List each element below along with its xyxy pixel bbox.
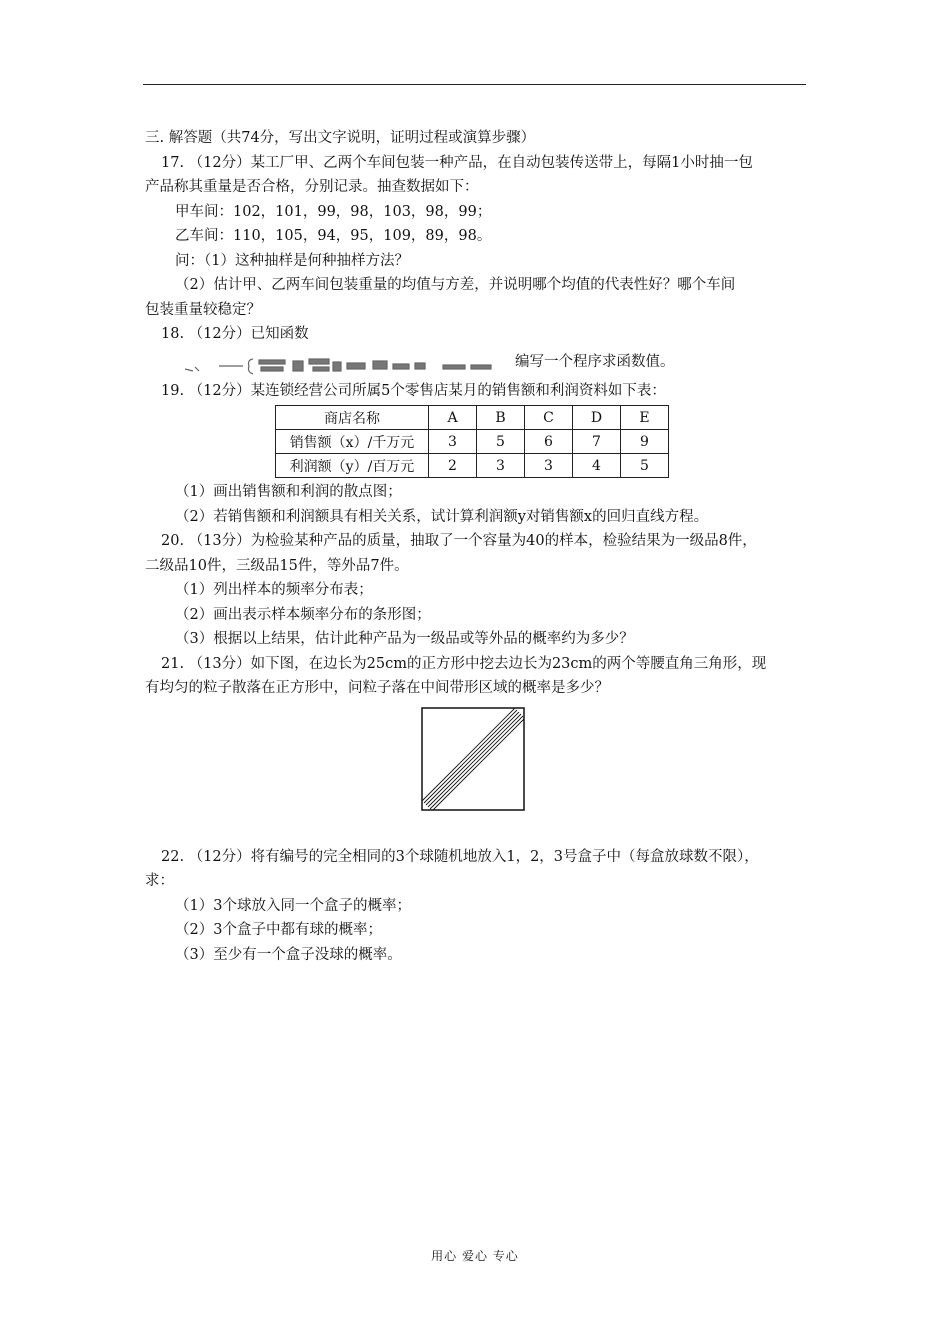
table-cell: 5 bbox=[477, 430, 525, 454]
q22-line-1: 22. （12分）将有编号的完全相同的3个球随机地放入1，2，3号盒子中（每盒放球数不限）， bbox=[161, 848, 759, 865]
table-cell: 3 bbox=[477, 454, 525, 478]
page-footer: 用心 爱心 专心 bbox=[431, 1249, 519, 1263]
q17-line-7: 包装重量较稳定？ bbox=[145, 301, 261, 318]
q17-line-1: 17. （12分）某工厂甲、乙两个车间包装一种产品，在自动包装传送带上，每隔1小时抽一包 bbox=[161, 154, 753, 171]
table-cell: 利润额（y）/百万元 bbox=[276, 454, 429, 478]
square-band-diagram bbox=[421, 707, 525, 811]
table-header-cell: 商店名称 bbox=[276, 406, 429, 430]
q18-line-2-tail: 编写一个程序求函数值。 bbox=[515, 353, 675, 370]
question-19 bbox=[145, 379, 807, 530]
section-header: 三. 解答题（共74分，写出文字说明，证明过程或演算步骤） bbox=[145, 130, 536, 146]
q20-line-4: （2）画出表示样本频率分布的条形图； bbox=[175, 606, 431, 623]
header-rule bbox=[143, 84, 806, 85]
table-cell: 2 bbox=[429, 454, 477, 478]
q22-line-2: 求： bbox=[145, 873, 174, 889]
q18-line-1: 18. （12分）已知函数 bbox=[161, 326, 309, 342]
q17-line-5: 问：（1）这种抽样是何种抽样方法？ bbox=[175, 252, 409, 269]
table-cell: 7 bbox=[573, 430, 621, 454]
table-cell: 5 bbox=[621, 454, 669, 478]
question-17 bbox=[145, 151, 807, 323]
table-row bbox=[276, 454, 669, 478]
question-22 bbox=[145, 845, 807, 968]
q20-line-2: 二级品10件，三级品15件，等外品7件。 bbox=[145, 557, 409, 574]
q22-line-4: （2）3个盒子中都有球的概率； bbox=[175, 922, 382, 938]
table-header-cell: B bbox=[477, 406, 525, 430]
document-body bbox=[145, 126, 807, 967]
q17-line-6: （2）估计甲、乙两车间包装重量的均值与方差，并说明哪个均值的代表性好？哪个车间 bbox=[175, 277, 736, 293]
outer-square bbox=[422, 708, 524, 810]
table-header-cell: A bbox=[429, 406, 477, 430]
sales-profit-table bbox=[275, 405, 669, 478]
q18-formula-row bbox=[145, 349, 807, 379]
table-cell: 9 bbox=[621, 430, 669, 454]
table-cell: 3 bbox=[525, 454, 573, 478]
table-header-cell: E bbox=[621, 406, 669, 430]
table-header-cell: D bbox=[573, 406, 621, 430]
q17-line-2: 产品称其重量是否合格，分别记录。抽查数据如下： bbox=[145, 179, 479, 195]
question-20 bbox=[145, 529, 807, 652]
q21-line-2: 有均匀的粒子散落在正方形中，问粒子落在中间带形区域的概率是多少？ bbox=[145, 680, 609, 696]
q17-line-4: 乙车间：110，105，94，95，109，89，98。 bbox=[175, 228, 492, 244]
table-header-cell: C bbox=[525, 406, 573, 430]
question-18 bbox=[145, 322, 807, 379]
q17-line-3: 甲车间：102，101，99，98，103，98，99； bbox=[175, 203, 492, 220]
question-21 bbox=[145, 652, 807, 845]
q22-line-3: （1）3个球放入同一个盒子的概率； bbox=[175, 897, 411, 914]
q20-line-5: （3）根据以上结果，估计此种产品为一级品或等外品的概率约为多少？ bbox=[175, 631, 634, 647]
q20-line-3: （1）列出样本的频率分布表； bbox=[175, 582, 373, 598]
q19-line-3: （2）若销售额和利润额具有相关关系，试计算利润额y对销售额x的回归直线方程。 bbox=[175, 508, 709, 525]
table-cell: 4 bbox=[573, 454, 621, 478]
square-band-figure bbox=[145, 707, 807, 833]
garbled-formula-image bbox=[183, 357, 513, 375]
q19-line-2: （1）画出销售额和利润的散点图； bbox=[175, 484, 402, 500]
q21-line-1: 21. （13分）如下图，在边长为25cm的正方形中挖去边长为23cm的两个等腰直角三角形，现 bbox=[161, 655, 767, 672]
table-cell: 销售额（x）/千万元 bbox=[276, 430, 429, 454]
q19-line-1: 19. （12分）某连锁经营公司所属5个零售店某月的销售额和利润资料如下表： bbox=[161, 382, 666, 399]
table-row bbox=[276, 430, 669, 454]
q22-line-5: （3）至少有一个盒子没球的概率。 bbox=[175, 946, 402, 963]
q20-line-1: 20. （13分）为检验某种产品的质量，抽取了一个容量为40的样本，检验结果为一级品8件， bbox=[161, 533, 757, 549]
table-header-row bbox=[276, 406, 669, 430]
table-cell: 6 bbox=[525, 430, 573, 454]
table-cell: 3 bbox=[429, 430, 477, 454]
